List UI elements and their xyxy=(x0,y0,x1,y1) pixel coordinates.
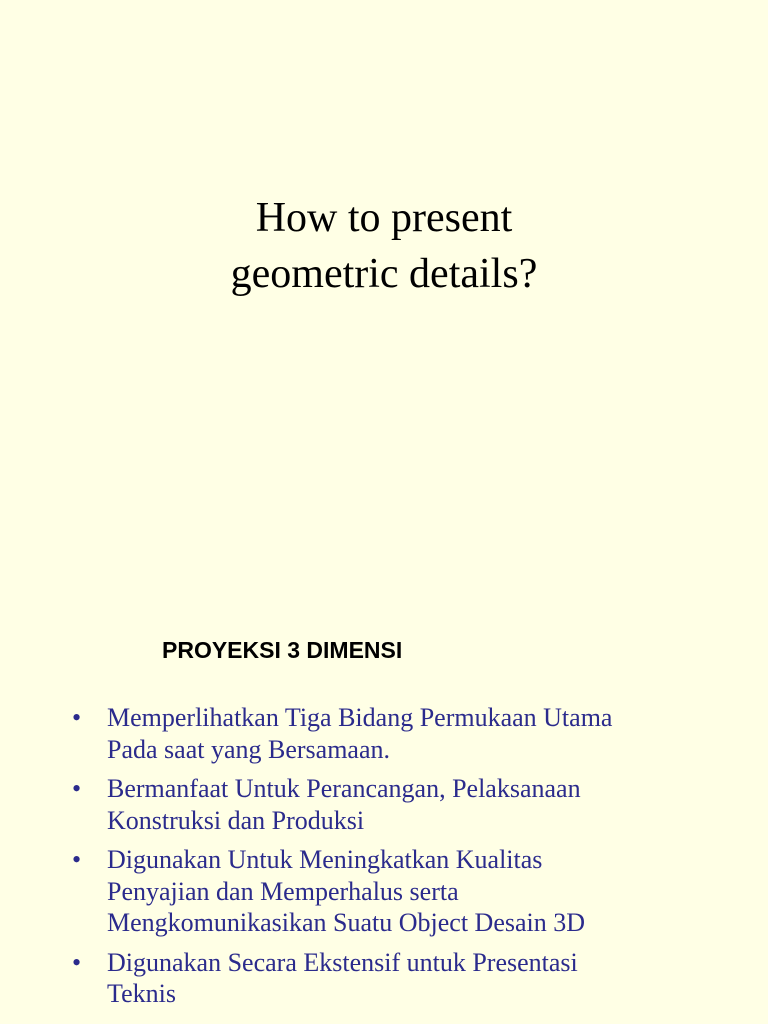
bullet-item xyxy=(72,844,752,939)
bullet-text-line: Bermanfaat Untuk Perancangan, Pelaksanaan xyxy=(107,774,581,803)
bullet-text-line: Memperlihatkan Tiga Bidang Permukaan Utama xyxy=(107,703,613,732)
bullet-item xyxy=(72,947,752,1010)
bullet-text-line: Pada saat yang Bersamaan. xyxy=(107,734,391,764)
bullet-icon: • xyxy=(72,947,82,977)
bullet-text-line: Teknis xyxy=(107,979,176,1008)
bullet-text-line: Mengkomunikasikan Suatu Object Desain 3D xyxy=(107,908,586,937)
section-heading: PROYEKSI 3 DIMENSI xyxy=(162,637,403,663)
bullet-text-line: Digunakan Secara Ekstensif untuk Presentasi xyxy=(107,947,578,977)
slide-title xyxy=(0,190,768,302)
bullet-list xyxy=(72,702,752,1018)
slide-title-line-1: How to present xyxy=(255,195,513,241)
bullet-icon: • xyxy=(72,845,82,874)
slide-title-line-2: geometric details? xyxy=(230,251,538,297)
bullet-text-line: Konstruksi dan Produksi xyxy=(107,805,365,835)
bullet-text-line: Penyajian dan Memperhalus serta xyxy=(107,876,459,906)
bullet-text-line: Digunakan Untuk Meningkatkan Kualitas xyxy=(107,845,543,874)
bullet-item xyxy=(72,773,752,836)
bullet-icon: • xyxy=(72,774,82,803)
bullet-icon: • xyxy=(72,703,82,732)
bullet-item xyxy=(72,702,752,765)
